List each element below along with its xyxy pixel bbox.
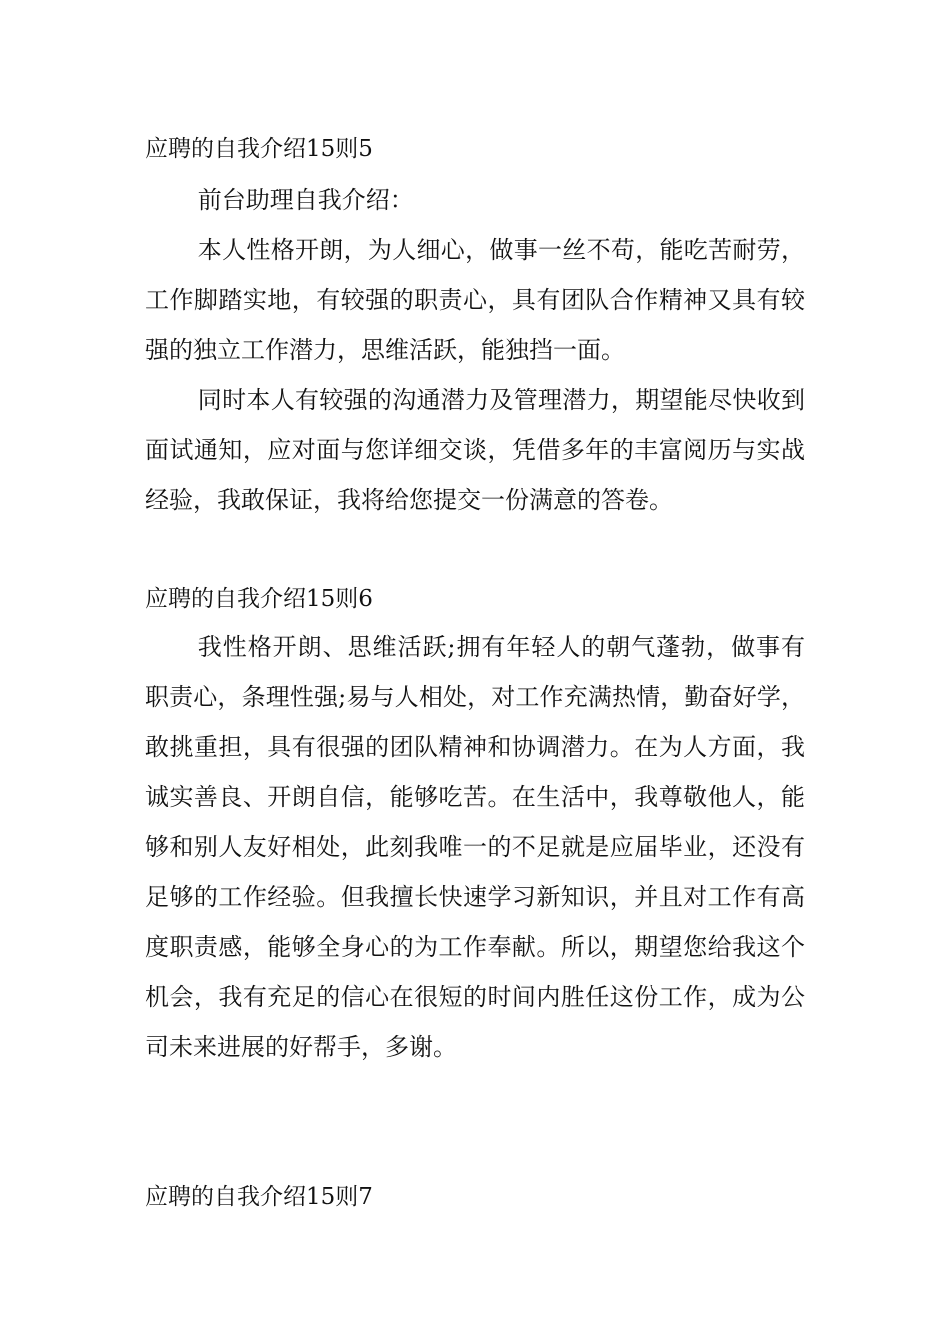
paragraph-body: 同时本人有较强的沟通潜力及管理潜力，期望能尽快收到面试通知，应对面与您详细交谈，凭借多年的丰富阅历与实战经验，我敢保证，我将给您提交一份满意的答卷。 xyxy=(145,386,805,514)
section-heading-5: 应聘的自我介绍15则5 xyxy=(145,136,373,162)
paragraph-body: 本人性格开朗，为人细心，做事一丝不苟，能吃苦耐劳，工作脚踏实地，有较强的职责心，具有团队合作精神又具有较强的独立工作潜力，思维活跃，能独挡一面。 xyxy=(145,236,805,364)
paragraph-subtitle: 前台助理自我介绍： xyxy=(197,186,414,214)
section-heading-6: 应聘的自我介绍15则6 xyxy=(145,586,373,612)
paragraph-body: 我性格开朗、思维活跃;拥有年轻人的朝气蓬勃，做事有职责心，条理性强;易与人相处，对工作充满热情，勤奋好学，敢挑重担，具有很强的团队精神和协调潜力。在为人方面，我诚实善良、开朗自信，能够吃苦。在生活中，我尊敬他人，能够和别人友好相处，此刻我唯一的不足就是应届毕业，还没有足够的工作经验。但我擅长快速学习新知识，并且对工作有高度职责感，能够全身心的为工作奉献。所以，期望您给我这个机会，我有充足的信心在很短的时间内胜任这份工作，成为公司未来进展的好帮手，多谢。 xyxy=(145,633,805,1061)
section-heading-7: 应聘的自我介绍15则7 xyxy=(145,1184,373,1210)
